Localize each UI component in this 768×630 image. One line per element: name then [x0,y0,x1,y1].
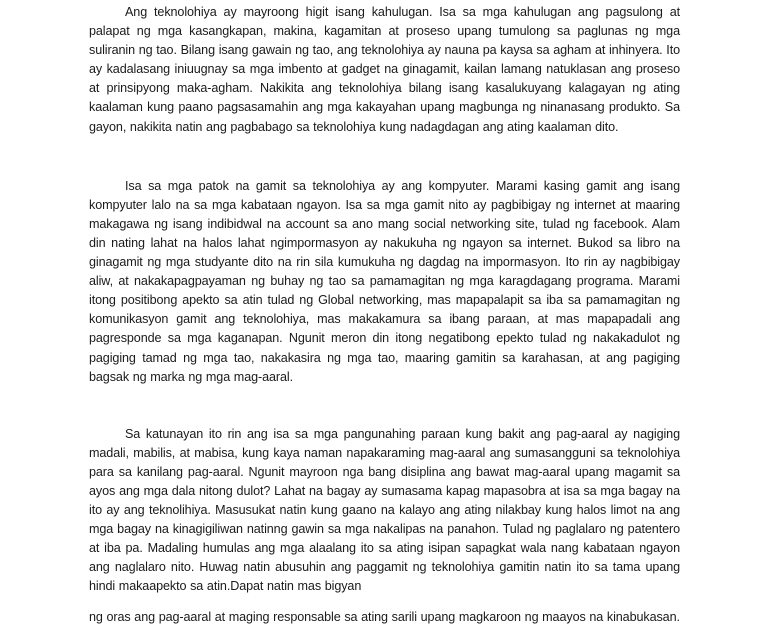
paragraph-computer-usage: Isa sa mga patok na gamit sa teknolohiya ay ang kompyuter. Marami kasing gamit ang isang kompyuter lalo na sa mga kabataan ngayon. Isa sa mga gamit nito ay pagbibigay ng internet at maaring makagawa ng isang indibidwal na account sa ano mang social networking site, tulad ng facebook. Alam din nating lahat na halos lahat ngimpormasyon ay nakukuha ng ngayon sa internet. Bukod sa libro na ginagamit ng mga studyante dito na rin sila kumukuha ng dagdag na impormasyon. Ito rin ay nagbibigay aliw, at nakakapagpayaman ng buhay ng tao sa pamamagitan ng mga karagdagang programa. Marami itong positibong apekto sa atin tulad ng Global networking, mas mapapalapit sa iba sa pamamagitan ng komunikasyon gamit ang teknolohiya, mas makakamura sa ibang paraan, at mas mapapadali ang pagresponde sa mga kaganapan. Ngunit meron din itong negatibong epekto tulad ng nakakadulot ng pagiging tamad ng mga tao, nakakasira ng mga tao, maaring gamitin sa karahasan, at ang pagiging bagsak ng marka ng mga mag-aaral. [89,178,680,384]
paragraph-learning-discipline: Sa katunayan ito rin ang isa sa mga pangunahing paraan kung bakit ang pag-aaral ay nagiging madali, mabilis, at mabisa, kung kaya naman napakaraming mag-aaral ang sumasangguni sa teknolohiya para sa kanilang pag-aaral. Ngunit mayroon nga bang disiplina ang bawat mag-aaral upang magamit sa ayos ang mga dala nitong dulot? Lahat na bagay ay sumasama kapag mapasobra at isa sa mga bagay na ito ay ang teknolihiya. Masusukat natin kung gaano na kalayo ang ating nilakbay kung halos limot na ang mga bagay na kinagigiliwan natinng gawin sa mga nakalipas na panahon. Tulad ng paglalaro ng patentero at iba pa. Madaling humulas ang mga alaalang ito sa ating isipan sapagkat wala nang kabataan ngayon ang naglalaro nito. Huwag natin abusuhin ang paggamit ng teknolohiya gamitin natin ito sa tama upang hindi makaapekto sa atin.Dapat natin mas bigyan [89,426,680,594]
paragraph-conclusion: ng oras ang pag-aaral at maging responsable sa ating sarili upang magkaroon ng maayos na kinabukasan. [89,609,680,624]
paragraph-technology-definition: Ang teknolohiya ay mayroong higit isang kahulugan. Isa sa mga kahulugan ang pagsulong at palapat ng mga kasangkapan, makina, kagamitan at proseso upang tumulong sa paglunas ng mga suliranin ng tao. Bilang isang gawain ng tao, ang teknolohiya ay nauna pa kaysa sa agham at inhinyera. Ito ay kadalasang iniuugnay sa mga imbento at gadget na ginagamit, kailan lamang natuklasan ang proseso at prinsipyong maka-agham. Nakikita ang teknolohiya bilang isang kasalukuyang kalagayan ng ating kaalaman kung paano pagsasamahin ang mga kakayahan upang magbunga ng ninanasang produkto. Sa gayon, nakikita natin ang pagbabago sa teknolohiya kung nadagdagan ang ating kaalaman dito. [89,5,680,134]
document-page [89,3,680,627]
